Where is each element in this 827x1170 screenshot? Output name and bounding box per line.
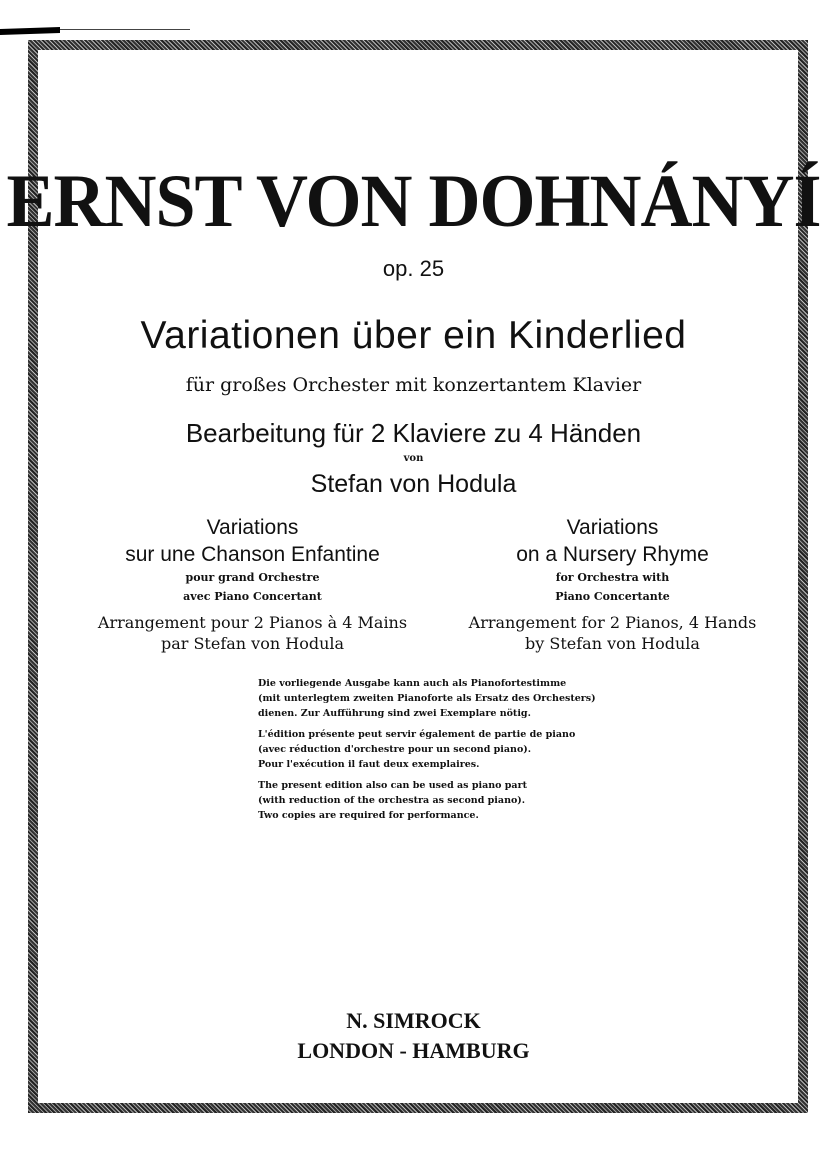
english-arranger: by Stefan von Hodula bbox=[525, 634, 700, 653]
note-line: (avec réduction d'orchestre pour un second piano). bbox=[258, 744, 532, 755]
english-line4: Piano Concertante bbox=[555, 590, 670, 603]
french-arrangement: Arrangement pour 2 Pianos à 4 Mains bbox=[97, 613, 408, 632]
arrangement-line: Bearbeitung für 2 Klaviere zu 4 Händen bbox=[185, 418, 642, 448]
french-column bbox=[80, 514, 425, 654]
french-title-line1: Variations bbox=[206, 516, 299, 539]
note-line: (with reduction of the orchestra as second piano). bbox=[258, 795, 526, 806]
note-line: Die vorliegende Ausgabe kann auch als Pianofortestimme bbox=[258, 678, 567, 689]
work-title: Variationen über ein Kinderlied bbox=[140, 314, 687, 357]
note-line: Two copies are required for performance. bbox=[258, 810, 479, 821]
composer-name: ERNST VON DOHNÁNYÍ bbox=[6, 158, 821, 243]
french-line3: pour grand Orchestre bbox=[185, 571, 320, 584]
note-french bbox=[258, 727, 658, 772]
english-line3: for Orchestra with bbox=[555, 571, 670, 584]
note-line: L'édition présente peut servir également de partie de piano bbox=[258, 729, 576, 740]
note-line: The present edition also can be used as piano part bbox=[258, 780, 527, 791]
arranger-name: Stefan von Hodula bbox=[310, 470, 517, 498]
french-line4: avec Piano Concertant bbox=[183, 590, 322, 603]
note-line: (mit unterlegtem zweiten Pianoforte als Ersatz des Orchesters) bbox=[258, 693, 596, 704]
von-label: von bbox=[403, 453, 424, 464]
english-column bbox=[450, 514, 775, 654]
publisher-cities: LONDON - HAMBURG bbox=[297, 1038, 530, 1063]
note-english bbox=[258, 778, 658, 823]
work-subtitle: für großes Orchester mit konzertantem Klavier bbox=[185, 374, 642, 396]
publisher-block bbox=[0, 1006, 827, 1066]
opus-number: op. 25 bbox=[382, 256, 445, 281]
note-line: dienen. Zur Aufführung sind zwei Exemplare nötig. bbox=[258, 708, 531, 719]
note-german bbox=[258, 676, 658, 721]
english-arrangement: Arrangement for 2 Pianos, 4 Hands bbox=[468, 613, 757, 632]
english-title-line2: on a Nursery Rhyme bbox=[516, 543, 709, 566]
edition-notes bbox=[258, 676, 658, 829]
french-arranger: par Stefan von Hodula bbox=[160, 634, 345, 653]
note-line: Pour l'exécution il faut deux exemplaires. bbox=[258, 759, 480, 770]
french-title-line2: sur une Chanson Enfantine bbox=[125, 543, 380, 566]
publisher-name: N. SIMROCK bbox=[346, 1008, 481, 1033]
english-title-line1: Variations bbox=[566, 516, 659, 539]
